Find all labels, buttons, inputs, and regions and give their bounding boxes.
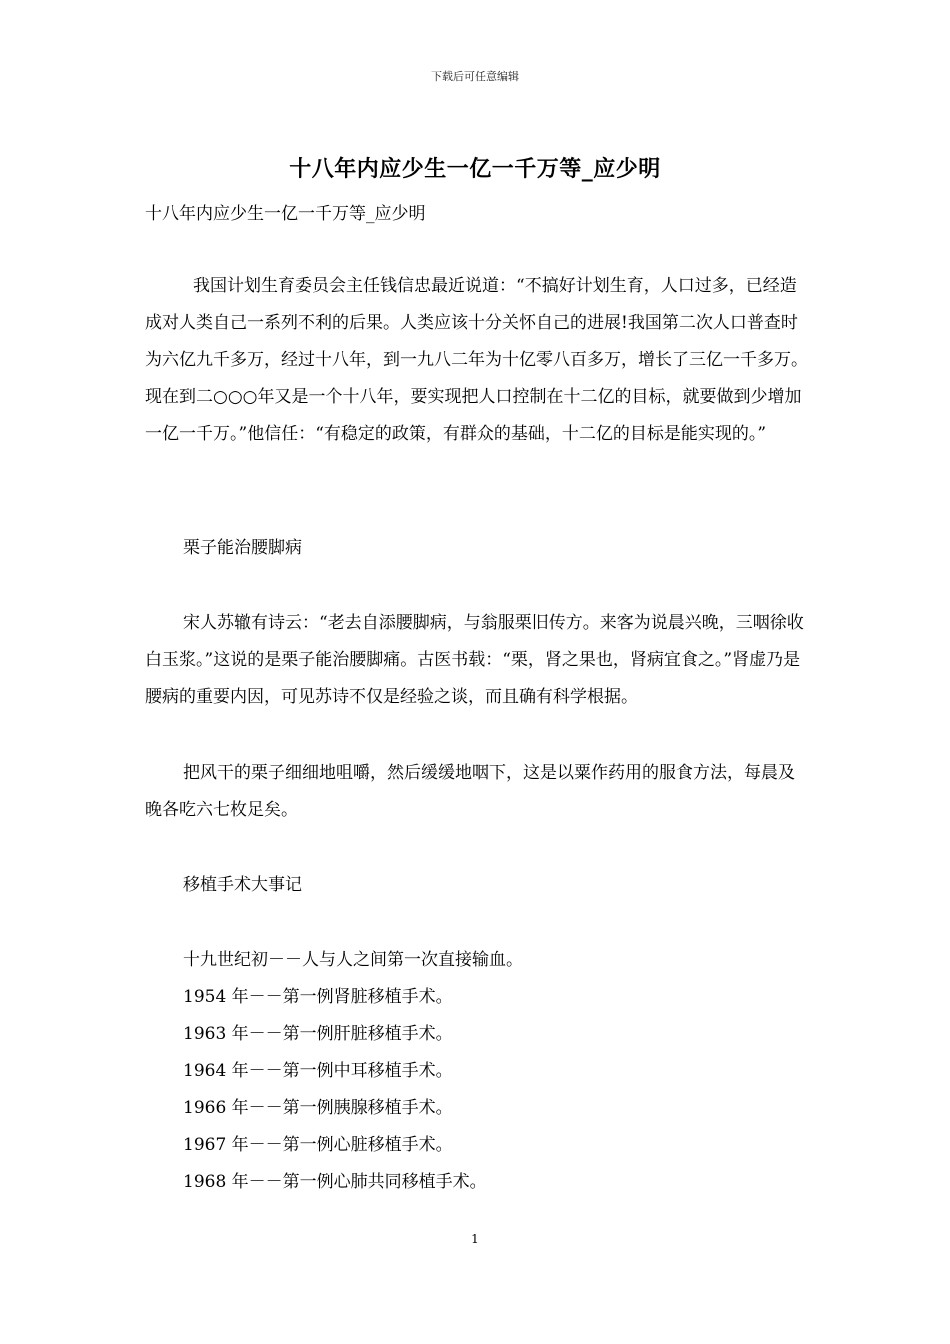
list-item: 1964 年－－第一例中耳移植手术。 (183, 1061, 453, 1081)
page-number: 1 (471, 1232, 479, 1246)
article-subtitle: 十八年内应少生一亿一千万等_应少明 (145, 204, 426, 224)
list-item: 十九世纪初－－人与人之间第一次直接输血。 (183, 950, 523, 970)
list-item: 1966 年－－第一例胰腺移植手术。 (183, 1098, 453, 1118)
page-header: 下载后可任意编辑 (431, 70, 519, 83)
document-title: 十八年内应少生一亿一千万等_应少明 (289, 156, 661, 182)
list-item: 1968 年－－第一例心肺共同移植手术。 (183, 1172, 487, 1192)
paragraph-chestnut-poem: 宋人苏辙有诗云：“老去自添腰脚病，与翁服栗旧传方。来客为说晨兴晚，三咽徐收白玉浆。”这说的是栗子能治腰脚痛。古医书载：“栗，肾之果也，肾病宜食之。”肾虚乃是腰病的重要内因，可见苏诗不仅是经验之谈，而且确有科学根据。 (145, 613, 804, 707)
section-heading-transplant: 移植手术大事记 (183, 875, 302, 895)
list-item: 1967 年－－第一例心脏移植手术。 (183, 1135, 453, 1155)
paragraph-family-planning: 我国计划生育委员会主任钱信忠最近说道：“不搞好计划生育，人口过多，已经造成对人类自己一系列不利的后果。人类应该十分关怀自己的进展!我国第二次人口普查时为六亿九千多万，经过十八年，到一九八二年为十亿零八百多万，增长了三亿一千多万。现在到二○○○年又是一个十八年，要实现把人口控制在十二亿的目标，就要做到少增加一亿一千万。”他信任：“有稳定的政策，有群众的基础，十二亿的目标是能实现的。” (145, 276, 808, 444)
section-heading-chestnut: 栗子能治腰脚病 (183, 538, 302, 558)
paragraph-chestnut-method: 把风干的栗子细细地咀嚼，然后缓缓地咽下，这是以粟作药用的服食方法，每晨及晚各吃六七枚足矣。 (145, 763, 795, 820)
list-item: 1963 年－－第一例肝脏移植手术。 (183, 1024, 453, 1044)
list-item: 1954 年－－第一例肾脏移植手术。 (183, 987, 453, 1007)
transplant-events-list (183, 942, 523, 1201)
